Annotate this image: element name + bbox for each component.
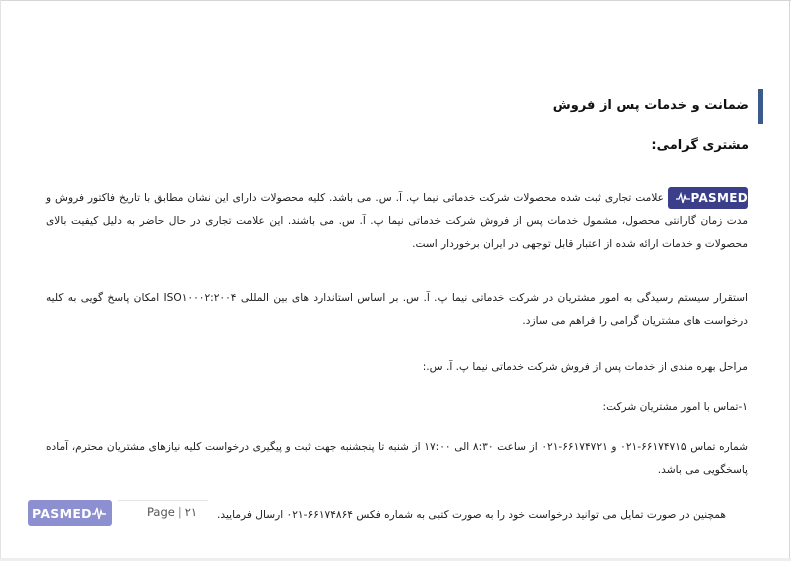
pasmed-logo-inline	[668, 187, 748, 209]
heading-accent-bar	[758, 89, 763, 124]
heartbeat-icon	[676, 192, 690, 204]
paragraph-step-1: ۱-تماس با امور مشتریان شرکت:	[602, 401, 748, 413]
paragraph-phone: شماره تماس ۶۶۱۷۴۷۱۵-۰۲۱ و ۶۶۱۷۴۷۲۱-۰۲۱ از ساعت ۸:۳۰ الی ۱۷:۰۰ از شنبه تا پنجشنبه جهت ثبت و پیگیری درخواست کلیه نیازهای مشتریان محترم، آماده پاسخگویی می باشد.	[46, 441, 748, 476]
section-heading: ضمانت و خدمات پس از فروش	[552, 98, 749, 113]
heartbeat-icon	[92, 506, 106, 520]
logo-text: PASMED	[690, 190, 748, 205]
footer-logo-text: PASMED	[32, 505, 92, 521]
page-edge-top	[0, 0, 791, 1]
page-edge-left	[0, 0, 1, 561]
footer-rule	[118, 500, 208, 501]
page-separator: |	[177, 505, 182, 519]
page-word: Page	[147, 505, 175, 519]
paragraph-steps-intro: مراحل بهره مندی از خدمات پس از فروش شرکت خدماتی نیما پ. آ. س.:	[422, 361, 748, 373]
pasmed-logo-footer	[28, 500, 112, 526]
paragraph-trademark-text: علامت تجاری ثبت شده محصولات شرکت خدماتی نیما پ. آ. س. می باشد. کلیه محصولات دارای این نشان مطابق با تاریخ فاکتور فروش و مدت زمان گارانتی محصول، مشمول خدمات پس از فروش شرکت خدماتی نیما پ. آ. س. می باشند. این علامت تجاری در حال حاضر به دلیل کیفیت بالای محصولات و خدمات ارائه شده از اعتبار قابل توجهی در ایران برخوردار است.	[46, 192, 748, 250]
paragraph-fax: همچنین در صورت تمایل می توانید درخواست خود را به صورت کتبی به شماره فکس ۶۶۱۷۴۸۶۴-۰۲۱ ارسال فرمایید.	[217, 509, 726, 521]
paragraph-iso: استقرار سیستم رسیدگی به امور مشتریان در شرکت خدماتی نیما پ. آ. س. بر اساس استاندارد های بین المللی ISO۱۰۰۰۲:۲۰۰۴ امکان پاسخ گویی به کلیه درخواست های مشتریان گرامی را فراهم می سازد.	[46, 292, 748, 327]
page-number-label	[147, 505, 197, 519]
salutation: مشتری گرامی:	[651, 138, 749, 153]
page-edge-right	[789, 0, 790, 561]
page-number: ۲۱	[184, 505, 198, 519]
paragraph-trademark	[46, 187, 748, 256]
